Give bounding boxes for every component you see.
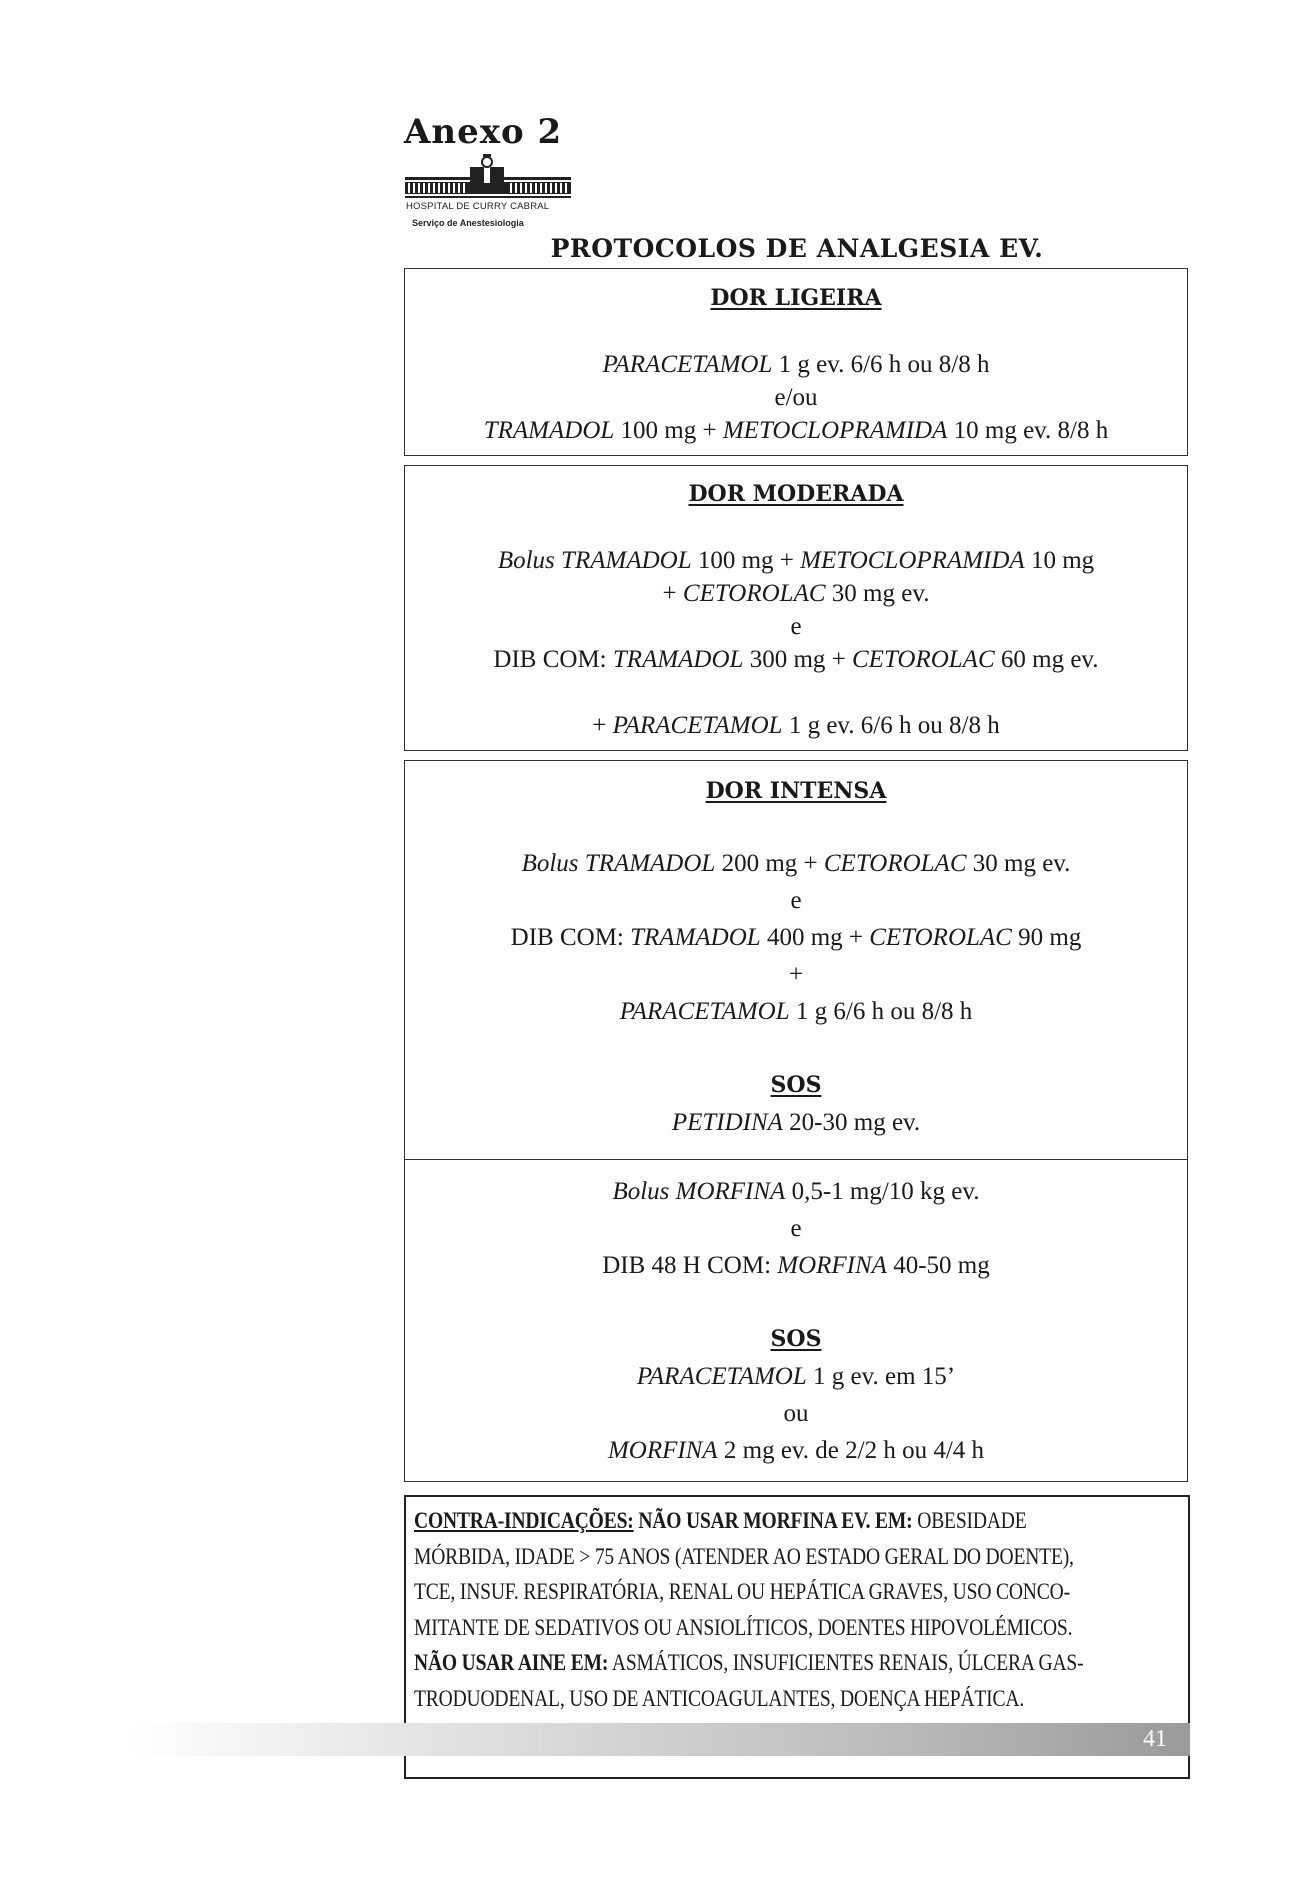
sos-line	[405, 1358, 1187, 1395]
footer-bar	[130, 1723, 1190, 1756]
sos-line	[405, 1104, 1187, 1141]
prefix-text: +	[592, 712, 613, 739]
page-title: PROTOCOLOS DE ANALGESIA EV.	[550, 234, 1044, 263]
contraindications-line: TCE, INSUF. RESPIRATÓRIA, RENAL OU HEPÁTICA GRAVES, USO CONCO-	[414, 1579, 1070, 1604]
dose-text: 1 g ev. em 15’	[806, 1363, 956, 1390]
drug-name: TRAMADOL	[584, 850, 716, 877]
mild-pain-heading: DOR LIGEIRA	[710, 285, 882, 311]
intense-pain-part-1	[405, 761, 1187, 1160]
drug-name: MORFINA	[777, 1252, 887, 1279]
contraindication-text: ASMÁTICOS, INSUFICIENTES RENAIS, ÚLCERA GAS-	[611, 1650, 1084, 1675]
drug-name: CETOROLAC	[869, 924, 1012, 951]
sos-heading: SOS	[770, 1326, 822, 1352]
morphine-line	[405, 1173, 1187, 1210]
intense-pain-part-2	[405, 1160, 1187, 1469]
connector-text: +	[788, 961, 804, 988]
hospital-name: HOSPITAL DE CURRY CABRAL	[406, 201, 550, 212]
dose-text: 1 g 6/6 h ou 8/8 h	[789, 998, 973, 1025]
intense-pain-heading: DOR INTENSA	[705, 778, 887, 804]
intense-pain-section	[404, 760, 1188, 1482]
drug-name: TRAMADOL	[561, 547, 692, 574]
sos-heading: SOS	[770, 1072, 822, 1098]
drug-name: TRAMADOL	[630, 924, 761, 951]
drug-name: MORFINA	[675, 1178, 786, 1205]
dose-text: 400 mg +	[760, 924, 870, 951]
page-number: 41	[1143, 1726, 1167, 1752]
moderate-pain-line	[405, 709, 1187, 742]
nsaid-warning-label: NÃO USAR AINE EM:	[414, 1650, 609, 1675]
bolus-label: Bolus	[497, 547, 555, 574]
dose-text: 60 mg ev.	[994, 646, 1099, 673]
sos-line	[405, 1432, 1187, 1469]
connector-text: ou	[783, 1400, 809, 1427]
morphine-line	[405, 1247, 1187, 1284]
moderate-pain-line	[405, 544, 1187, 577]
dose-text: 10 mg	[1024, 547, 1095, 574]
drug-name: PARACETAMOL	[636, 1363, 807, 1390]
drug-name: PETIDINA	[671, 1109, 783, 1136]
intense-pain-line	[405, 993, 1187, 1030]
bolus-label: Bolus	[521, 850, 579, 877]
dose-text: 30 mg ev.	[825, 580, 930, 607]
annex-title: Anexo 2	[404, 112, 563, 152]
dose-text: 40-50 mg	[886, 1252, 990, 1279]
prefix-text: DIB COM:	[493, 646, 613, 673]
drug-name: TRAMADOL	[483, 417, 615, 444]
contraindication-text: OBESIDADE	[917, 1508, 1027, 1533]
connector-text: e/ou	[774, 384, 818, 411]
dose-text: 100 mg +	[614, 417, 723, 444]
drug-name: PARACETAMOL	[602, 351, 773, 378]
mild-pain-line	[405, 414, 1187, 447]
dose-text: 10 mg ev. 8/8 h	[947, 417, 1109, 444]
mild-pain-section	[404, 268, 1188, 456]
drug-name: METOCLOPRAMIDA	[722, 417, 948, 444]
drug-name: CETOROLAC	[682, 580, 826, 607]
dose-text: 20-30 mg ev.	[782, 1109, 921, 1136]
bolus-label: Bolus	[612, 1178, 670, 1205]
contraindications-line	[414, 1503, 1065, 1539]
hospital-logo	[404, 152, 574, 232]
moderate-pain-section	[404, 465, 1188, 751]
moderate-pain-heading: DOR MODERADA	[688, 481, 904, 507]
connector-text: e	[790, 613, 802, 640]
contraindications-label: CONTRA-INDICAÇÕES:	[414, 1508, 634, 1533]
dose-text: 300 mg +	[743, 646, 852, 673]
moderate-pain-line	[405, 643, 1187, 676]
dose-text: 200 mg +	[715, 850, 824, 877]
drug-name: CETOROLAC	[852, 646, 995, 673]
dose-text: 1 g ev. 6/6 h ou 8/8 h	[782, 712, 1000, 739]
drug-name: TRAMADOL	[612, 646, 744, 673]
intense-pain-line	[405, 919, 1187, 956]
dose-text: 30 mg ev.	[966, 850, 1071, 877]
dose-text: 0,5-1 mg/10 kg ev.	[785, 1178, 980, 1205]
morphine-warning-label: NÃO USAR MORFINA EV. EM:	[638, 1508, 913, 1533]
dose-text: 100 mg +	[691, 547, 801, 574]
dose-text: 2 mg ev. de 2/2 h ou 4/4 h	[717, 1437, 985, 1464]
contraindications-line	[414, 1645, 1084, 1681]
dose-text: 90 mg	[1011, 924, 1082, 951]
prefix-text: DIB COM:	[510, 924, 631, 951]
drug-name: PARACETAMOL	[619, 998, 790, 1025]
contraindications-line: MÓRBIDA, IDADE > 75 ANOS (ATENDER AO ESTADO GERAL DO DOENTE),	[414, 1543, 1074, 1569]
connector-text: e	[790, 887, 802, 914]
mild-pain-line	[405, 348, 1187, 381]
connector-text: e	[790, 1215, 802, 1242]
prefix-text: DIB 48 H COM:	[602, 1252, 778, 1279]
drug-name: CETOROLAC	[823, 850, 967, 877]
intense-pain-line	[405, 845, 1187, 882]
hospital-logo-icon	[404, 152, 574, 202]
moderate-pain-line	[405, 577, 1187, 610]
drug-name: PARACETAMOL	[612, 712, 783, 739]
drug-name: METOCLOPRAMIDA	[800, 547, 1025, 574]
prefix-text: +	[662, 580, 683, 607]
contraindications-line: MITANTE DE SEDATIVOS OU ANSIOLÍTICOS, DOENTES HIPOVOLÉMICOS.	[414, 1614, 1073, 1640]
contraindications-line: TRODUODENAL, USO DE ANTICOAGULANTES, DOENÇA HEPÁTICA.	[414, 1685, 1025, 1711]
department-name: Serviço de Anestesiologia	[412, 218, 524, 228]
drug-name: MORFINA	[607, 1437, 718, 1464]
dose-text: 1 g ev. 6/6 h ou 8/8 h	[772, 351, 990, 378]
